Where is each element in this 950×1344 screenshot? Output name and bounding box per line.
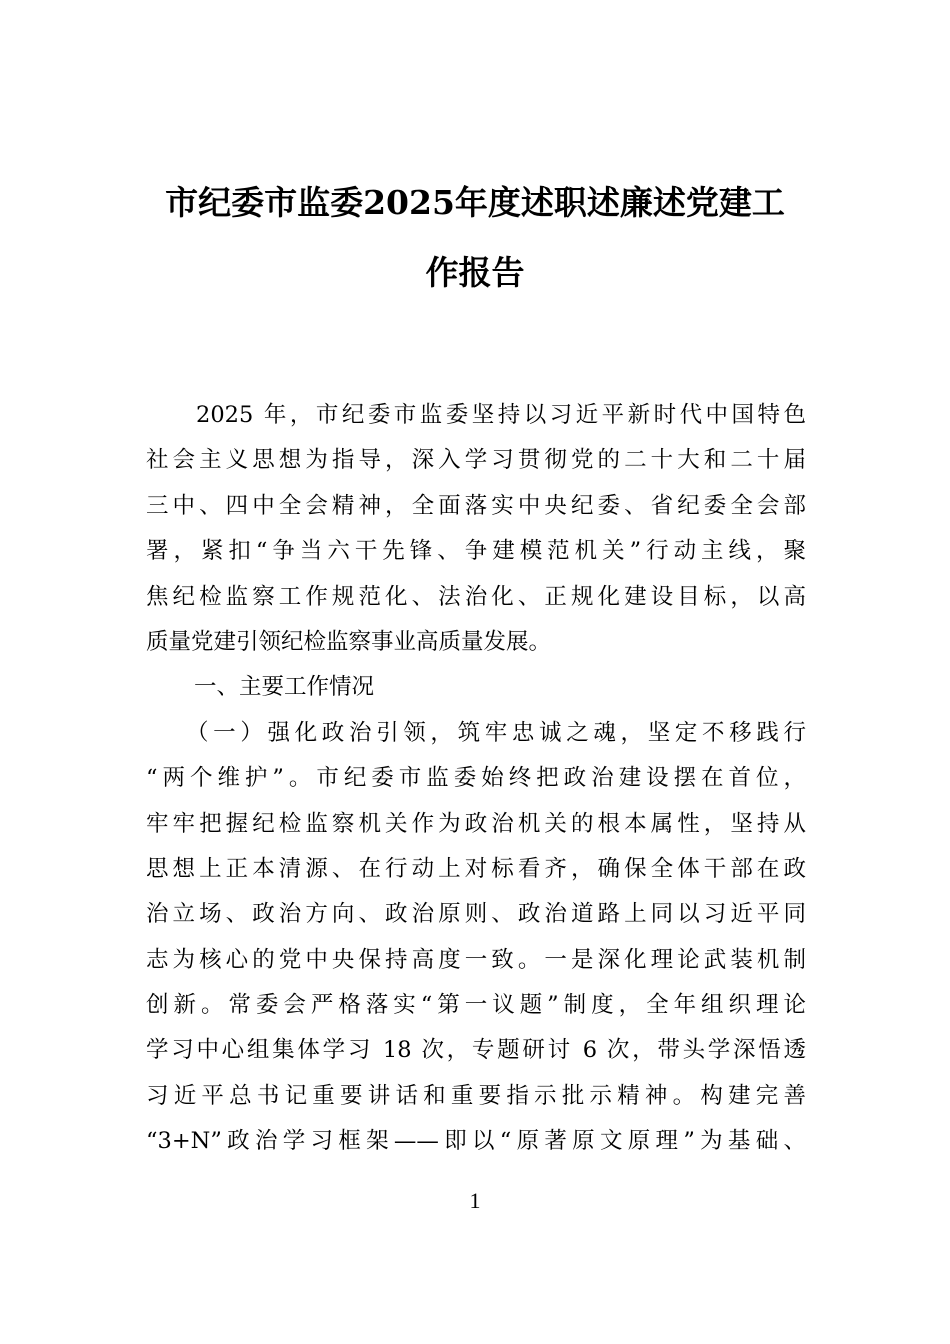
text-line: 署，紧扣“争当六干先锋、争建模范机关”行动主线，聚 [146, 538, 806, 565]
page-number: 1 [469, 1188, 481, 1213]
text-line: 习近平总书记重要讲话和重要指示批示精神。构建完善 [146, 1082, 806, 1109]
title-line-2: 作报告 [425, 253, 525, 292]
text-line: 思想上正本清源、在行动上对标看齐，确保全体干部在政 [146, 855, 806, 882]
document-body [146, 393, 806, 1165]
text-line: 牢牢把握纪检监察机关作为政治机关的根本属性，坚持从 [146, 810, 806, 837]
section-heading: 一、主要工作情况 [194, 674, 375, 701]
title-line-1: 市纪委市监委2025年度述职述廉述党建工 [165, 183, 785, 222]
intro-paragraph [146, 393, 806, 665]
text-line: （一）强化政治引领，筑牢忠诚之魂，坚定不移践行 [186, 719, 806, 746]
text-line: 质量党建引领纪检监察事业高质量发展。 [146, 628, 552, 655]
document-title [140, 168, 810, 308]
text-line: “3+N”政治学习框架——即以“原著原文原理”为基础、 [146, 1128, 806, 1155]
text-line: 学习中心组集体学习 18 次，专题研讨 6 次，带头学深悟透 [146, 1037, 806, 1064]
text-line: 创新。常委会严格落实“第一议题”制度，全年组织理论 [146, 992, 806, 1019]
text-line: 治立场、政治方向、政治原则、政治道路上同以习近平同 [146, 901, 806, 928]
body-paragraph [146, 711, 806, 1165]
text-line: 志为核心的党中央保持高度一致。一是深化理论武装机制 [146, 946, 806, 973]
text-line: 2025 年，市纪委市监委坚持以习近平新时代中国特色 [196, 402, 806, 428]
text-line: “两个维护”。市纪委市监委始终把政治建设摆在首位， [146, 765, 806, 792]
text-line: 焦纪检监察工作规范化、法治化、正规化建设目标，以高 [146, 583, 806, 610]
text-line: 三中、四中全会精神，全面落实中央纪委、省纪委全会部 [146, 492, 806, 519]
text-line: 社会主义思想为指导，深入学习贯彻党的二十大和二十届 [146, 447, 806, 474]
